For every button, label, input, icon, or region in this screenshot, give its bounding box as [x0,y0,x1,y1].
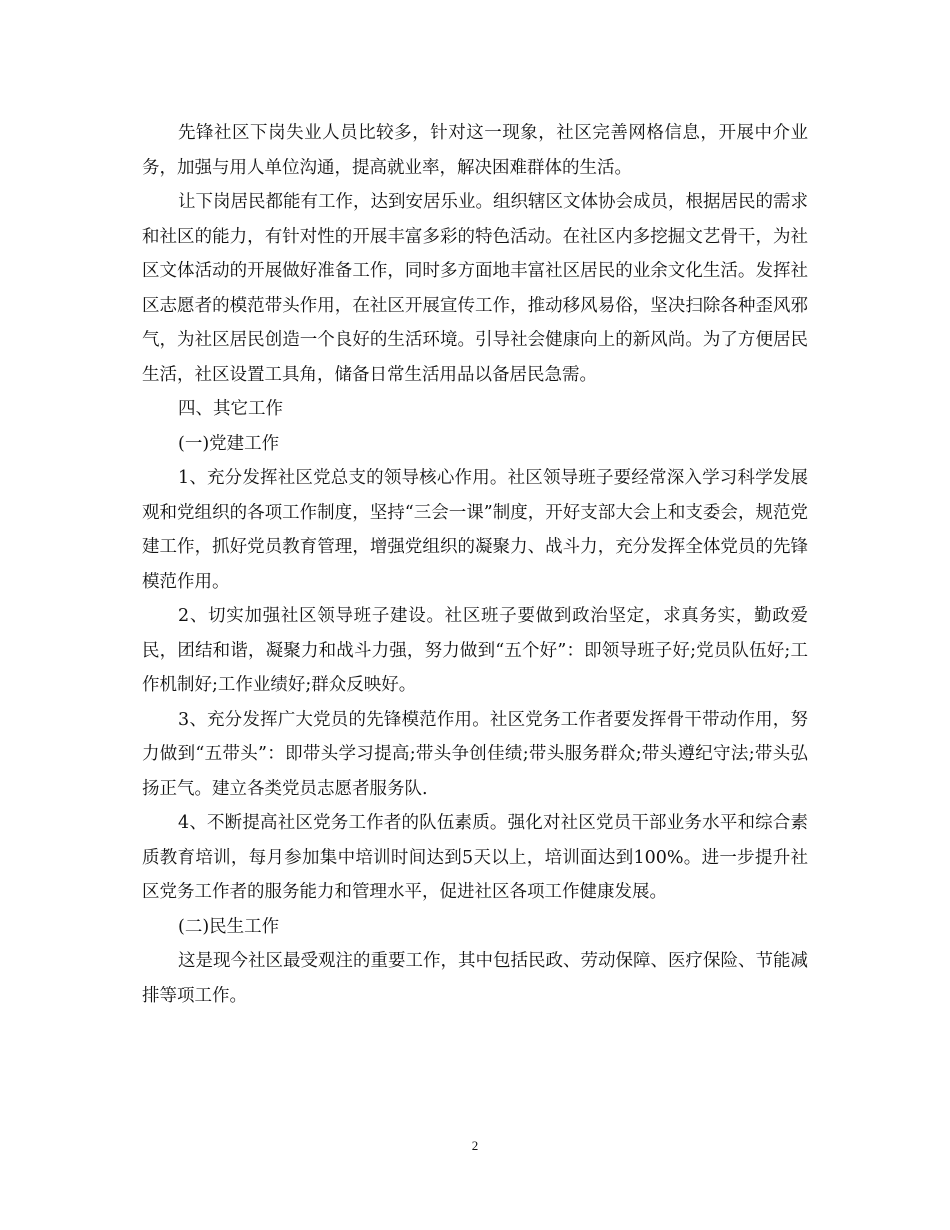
section-heading-other-work: 四、其它工作 [178,399,283,419]
paragraph-party-item-3: 3、充分发挥广大党员的先锋模范作用。社区党务工作者要发挥骨干带动作用，努力做到“五带头”：即带头学习提高;带头争创佳绩;带头服务群众;带头遵纪守法;带头弘扬正气。建立各类党员志愿者服务队. [142,709,808,799]
paragraph-employment: 先锋社区下岗失业人员比较多，针对这一现象，社区完善网格信息，开展中介业务，加强与用人单位沟通，提高就业率，解决困难群体的生活。 [142,123,808,178]
paragraph-party-item-1: 1、充分发挥社区党总支的领导核心作用。社区领导班子要经常深入学习科学发展观和党组织的各项工作制度，坚持“三会一课”制度，开好支部大会上和支委会，规范党建工作，抓好党员教育管理，增强党组织的凝聚力、战斗力，充分发挥全体党员的先锋模范作用。 [142,468,808,592]
paragraph-culture-activities: 让下岗居民都能有工作，达到安居乐业。组织辖区文体协会成员，根据居民的需求和社区的能力，有针对性的开展丰富多彩的特色活动。在社区内多挖掘文艺骨干，为社区文体活动的开展做好准备工作，同时多方面地丰富社区居民的业余文化生活。发挥社区志愿者的模范带头作用，在社区开展宣传工作，推动移风易俗，坚决扫除各种歪风邪气，为社区居民创造一个良好的生活环境。引导社会健康向上的新风尚。为了方便居民生活，社区设置工具角，储备日常生活用品以备居民急需。 [142,192,808,385]
subsection-heading-livelihood: (二)民生工作 [178,916,280,937]
paragraph-party-item-4: 4、不断提高社区党务工作者的队伍素质。强化对社区党员干部业务水平和综合素质教育培训，每月参加集中培训时间达到5天以上，培训面达到100%。进一步提升社区党务工作者的服务能力和管理水平，促进社区各项工作健康发展。 [142,813,808,902]
document-body [142,116,808,1013]
page-number: 2 [471,1138,479,1153]
subsection-heading-party-building: (一)党建工作 [178,433,280,454]
paragraph-livelihood: 这是现今社区最受观注的重要工作，其中包括民政、劳动保障、医疗保险、节能减排等项工作。 [142,951,808,1006]
paragraph-party-item-2: 2、切实加强社区领导班子建设。社区班子要做到政治坚定，求真务实，勤政爱民，团结和谐，凝聚力和战斗力强，努力做到“五个好”：即领导班子好;党员队伍好;工作机制好;工作业绩好;群众反映好。 [142,606,808,695]
